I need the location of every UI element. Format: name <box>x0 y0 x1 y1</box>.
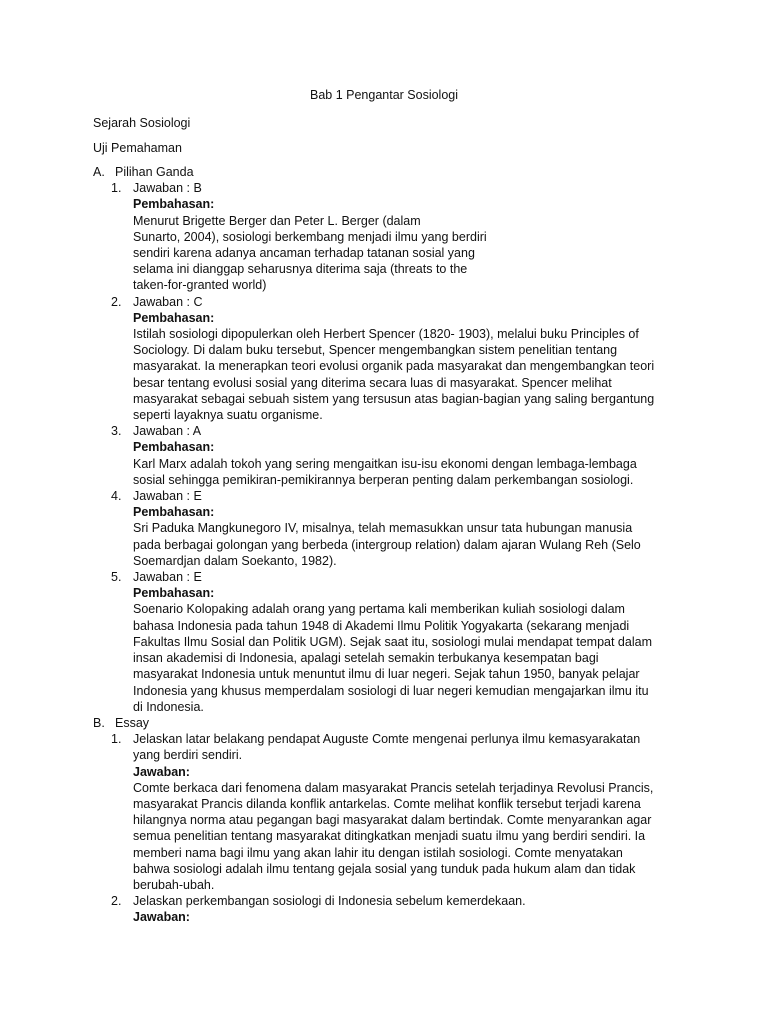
explanation-line: Sociology. Di dalam buku tersebut, Spencer mengembangkan sistem penelitian tentang <box>133 343 618 358</box>
question-line: Jelaskan latar belakang pendapat Auguste Comte mengenai perlunya ilmu kemasyarakatan <box>133 732 641 747</box>
explanation-label: Pembahasan: <box>133 505 215 520</box>
section-title: Sejarah Sosiologi <box>93 116 191 130</box>
explanation-line: seperti layaknya suatu organisme. <box>133 408 323 423</box>
essay-list <box>93 731 683 925</box>
answer-text-line: masyarakat Prancis dilanda konflik antarkelas. Comte melihat konflik tersebut terjadi karena <box>133 796 641 811</box>
item-body <box>133 180 683 293</box>
explanation-line: Soenario Kolopaking adalah orang yang pertama kali memberikan kuliah sosiologi dalam <box>133 602 625 617</box>
answer-line: Jawaban : E <box>133 570 202 585</box>
explanation-line: Indonesia yang khusus memperdalam sosiologi di luar negeri kemudian mengajarkan ilmu itu <box>133 683 649 698</box>
explanation-line: selama ini dianggap seharusnya diterima saja (threats to the <box>133 262 468 277</box>
subsection-title: Uji Pemahaman <box>93 141 182 155</box>
answer-text-line: memberi nama bagi ilmu yang akan lahir itu dengan istilah sosiologi. Comte menyatakan <box>133 845 623 860</box>
explanation-line: Soemardjan dalam Soekanto, 1982). <box>133 553 337 568</box>
answer-text-line: bahwa sosiologi adalah ilmu tentang gejala sosial yang tunduk pada hukum alam dan tidak <box>133 861 636 876</box>
item-number: 2. <box>111 294 122 309</box>
item-body <box>133 569 683 715</box>
answer-text-line: hilangnya norma atau pegangan bagi masyarakat dalam bertindak. Comte menyarankan agar <box>133 813 652 828</box>
answer-text-line: berubah-ubah. <box>133 877 215 892</box>
item-body <box>133 488 683 569</box>
essay-item <box>111 893 683 925</box>
item-body <box>133 294 683 424</box>
answer-label: Jawaban: <box>133 910 190 925</box>
answer-text-line: Comte berkaca dari fenomena dalam masyarakat Prancis setelah terjadinya Revolusi Prancis, <box>133 780 654 795</box>
explanation-line: masyarakat Indonesia untuk menuntut ilmu di luar negeri. Sejak tahun 1950, banyak pelajar <box>133 667 640 682</box>
part-b-title: Essay <box>115 715 150 730</box>
item-number: 4. <box>111 489 122 504</box>
explanation-label: Pembahasan: <box>133 197 215 212</box>
mc-item <box>111 569 683 715</box>
answer-line: Jawaban : C <box>133 294 203 309</box>
explanation-label: Pembahasan: <box>133 310 215 325</box>
part-a-label: A. <box>93 165 105 179</box>
explanation-line: di Indonesia. <box>133 699 204 714</box>
explanation-line: masyarakat. Ia menerapkan teori evolusi organik pada masyarakat dan mengembangkan teori <box>133 359 655 374</box>
explanation-line: Menurut Brigette Berger dan Peter L. Berger (dalam <box>133 213 421 228</box>
question-line: Jelaskan perkembangan sosiologi di Indonesia sebelum kemerdekaan. <box>133 894 526 909</box>
part-b-label: B. <box>93 715 105 730</box>
mc-item <box>111 294 683 424</box>
answer-line: Jawaban : E <box>133 489 202 504</box>
explanation-label: Pembahasan: <box>133 440 215 455</box>
part-b-heading <box>93 715 683 731</box>
item-body <box>133 423 683 488</box>
explanation-line: Istilah sosiologi dipopulerkan oleh Herbert Spencer (1820- 1903), melalui buku Principles of <box>133 327 639 342</box>
answer-line: Jawaban : B <box>133 181 202 196</box>
explanation-line: bahasa Indonesia pada tahun 1948 di Akademi Ilmu Politik Yogyakarta (sekarang menjadi <box>133 618 630 633</box>
multiple-choice-list <box>93 180 683 715</box>
explanation-line: Sri Paduka Mangkunegoro IV, misalnya, telah memasukkan unsur tata hubungan manusia <box>133 521 633 536</box>
item-number: 1. <box>111 181 122 196</box>
part-a-title: Pilihan Ganda <box>115 165 194 179</box>
document-body <box>93 164 683 926</box>
answer-text-line: semua penelitian tentang masyarakat ditingkatkan menjadi suatu ilmu yang berdiri sendiri. Ia <box>133 829 646 844</box>
item-body <box>133 731 683 893</box>
mc-item <box>111 488 683 569</box>
part-a-heading <box>93 164 683 180</box>
explanation-line: taken-for-granted world) <box>133 278 267 293</box>
item-body <box>133 893 683 925</box>
chapter-title: Bab 1 Pengantar Sosiologi <box>309 88 459 102</box>
item-number: 2. <box>111 894 122 909</box>
essay-item <box>111 731 683 893</box>
explanation-line: sosial sehingga pemikiran-pemikirannya berperan penting dalam perkembangan sosiologi. <box>133 472 634 487</box>
answer-line: Jawaban : A <box>133 424 202 439</box>
explanation-line: masyarakat sebagai sebuah sistem yang tersusun atas bagian-bagian yang saling bergantung <box>133 391 655 406</box>
explanation-line: pada berbagai golongan yang berbeda (intergroup relation) dalam ajaran Wulang Reh (Selo <box>133 537 641 552</box>
answer-label: Jawaban: <box>133 764 190 779</box>
explanation-line: Fakultas Ilmu Sosial dan Politik UGM). Sejak saat itu, sosiologi mulai mendapat tempat dalam <box>133 634 652 649</box>
explanation-line: insan akademisi di Indonesia, apalagi setelah semakin terbukanya kesempatan bagi <box>133 651 599 666</box>
explanation-line: sendiri karena adanya ancaman terhadap tatanan sosial yang <box>133 246 475 261</box>
explanation-line: besar tentang evolusi sosial yang diterima secara luas di masyarakat. Spencer melihat <box>133 375 612 390</box>
item-number: 1. <box>111 732 122 747</box>
explanation-line: Karl Marx adalah tokoh yang sering mengaitkan isu-isu ekonomi dengan lembaga-lembaga <box>133 456 637 471</box>
explanation-label: Pembahasan: <box>133 586 215 601</box>
item-number: 5. <box>111 570 122 585</box>
mc-item <box>111 180 683 293</box>
question-line: yang berdiri sendiri. <box>133 748 243 763</box>
item-number: 3. <box>111 424 122 439</box>
explanation-line: Sunarto, 2004), sosiologi berkembang menjadi ilmu yang berdiri <box>133 229 487 244</box>
mc-item <box>111 423 683 488</box>
